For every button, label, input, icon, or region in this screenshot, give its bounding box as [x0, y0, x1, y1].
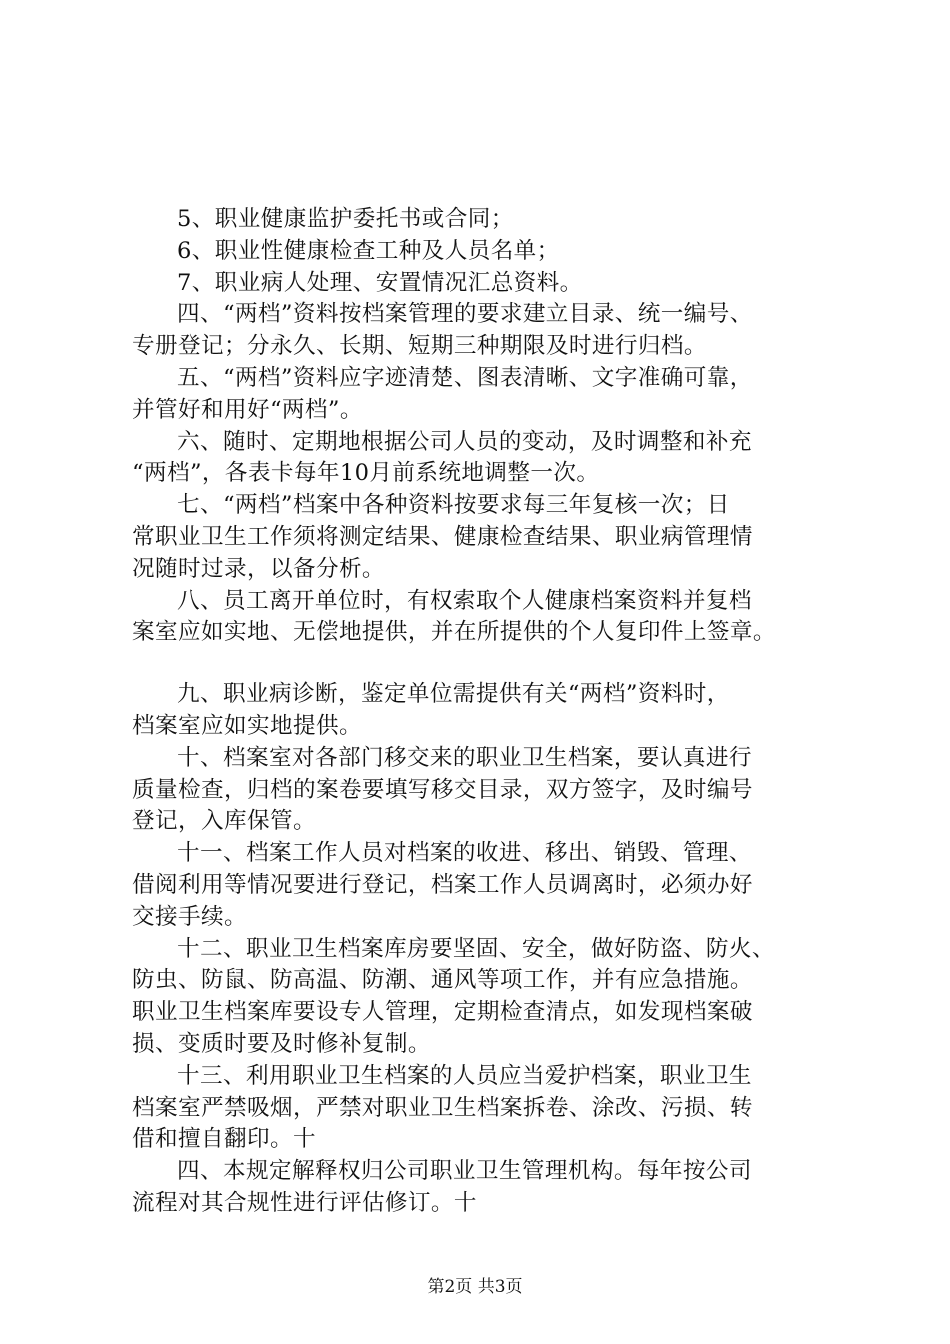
- page-number-footer: 第2页 共3页: [427, 1277, 523, 1297]
- text-line: 并管好和用好“两档”。: [132, 396, 363, 423]
- text-line: 质量检查，归档的案卷要填写移交目录，双方签字，及时编号: [132, 776, 753, 803]
- text-line: 防虫、防鼠、防高温、防潮、通风等项工作，并有应急措施。: [132, 967, 753, 994]
- text-line: 四、“两档”资料按档案管理的要求建立目录、统一编号、: [177, 301, 753, 328]
- text-line: 五、“两档”资料应字迹清楚、图表清晰、文字准确可靠，: [177, 364, 753, 391]
- text-line: 十三、利用职业卫生档案的人员应当爱护档案，职业卫生: [177, 1062, 752, 1089]
- text-line: 档案室严禁吸烟，严禁对职业卫生档案拆卷、涂改、污损、转: [132, 1094, 753, 1121]
- text-line: 6、职业性健康检查工种及人员名单；: [177, 237, 560, 264]
- paragraph-gap: [132, 649, 848, 679]
- text-line: 流程对其合规性进行评估修订。十: [132, 1189, 477, 1216]
- text-line: 七、“两档”档案中各种资料按要求每三年复核一次；日: [177, 492, 730, 519]
- text-line: 六、随时、定期地根据公司人员的变动，及时调整和补充: [177, 428, 752, 455]
- text-line: 档案室应如实地提供。: [132, 712, 362, 739]
- text-line: 交接手续。: [132, 903, 247, 930]
- text-line: 八、员工离开单位时，有权索取个人健康档案资料并复档: [177, 587, 752, 614]
- text-line: 四、本规定解释权归公司职业卫生管理机构。每年按公司: [177, 1158, 752, 1185]
- text-line: 借阅利用等情况要进行登记，档案工作人员调离时，必须办好: [132, 871, 753, 898]
- text-line: 损、变质时要及时修补复制。: [132, 1030, 431, 1057]
- text-line: 7、职业病人处理、安置情况汇总资料。: [177, 269, 583, 296]
- text-line: 十一、档案工作人员对档案的收进、移出、销毁、管理、: [177, 840, 752, 867]
- text-line: 案室应如实地、无偿地提供，并在所提供的个人复印件上签章。: [132, 619, 776, 646]
- text-line: 职业卫生档案库要设专人管理，定期检查清点，如发现档案破: [132, 999, 753, 1026]
- text-line: 九、职业病诊断，鉴定单位需提供有关“两档”资料时，: [177, 681, 730, 708]
- text-line: 况随时过录，以备分析。: [132, 555, 385, 582]
- text-line: 专册登记；分永久、长期、短期三种期限及时进行归档。: [132, 333, 707, 360]
- text-line: “两档”，各表卡每年10月前系统地调整一次。: [132, 460, 600, 487]
- text-line: 5、职业健康监护委托书或合同；: [177, 206, 514, 232]
- text-line: 登记，入库保管。: [132, 808, 316, 835]
- document-body: [132, 204, 848, 1220]
- text-line: 借和擅自翻印。十: [132, 1126, 316, 1153]
- text-line: 十二、职业卫生档案库房要坚固、安全，做好防盗、防火、: [177, 935, 775, 962]
- text-line: 十、档案室对各部门移交来的职业卫生档案，要认真进行: [177, 744, 752, 771]
- text-line: 常职业卫生工作须将测定结果、健康检查结果、职业病管理情: [132, 523, 753, 550]
